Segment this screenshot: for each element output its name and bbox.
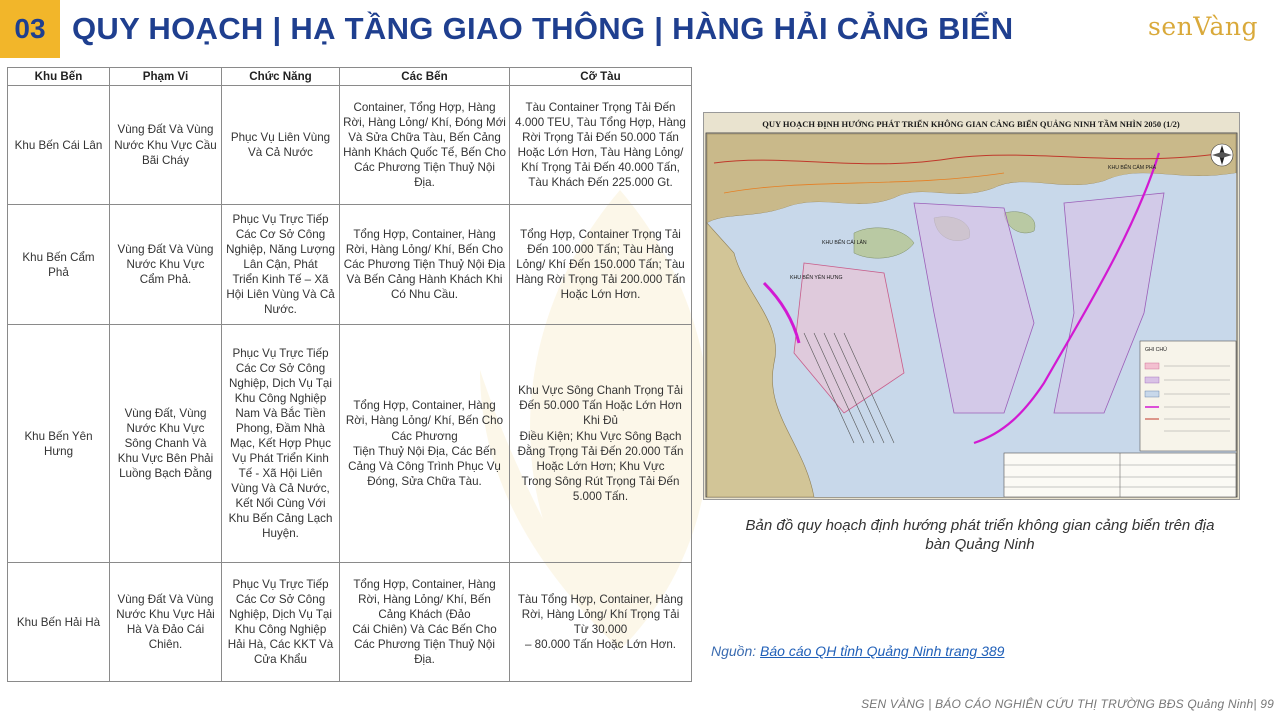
source-line — [711, 643, 1004, 659]
column-header-co-tau: Cỡ Tàu — [510, 68, 692, 86]
cell-pham-vi: Vùng Đất Và Vùng Nước Khu Vực Hải Hà Và Đảo Cái Chiên. — [110, 563, 222, 682]
map-label-yen-hung: KHU BẾN YÊN HƯNG — [790, 275, 843, 281]
cell-chuc-nang: Phục Vụ Trực Tiếp Các Cơ Sở Công Nghiệp, Dịch Vụ Tại Khu Công Nghiệp Hải Hà, Các KKT Và Cửa Khẩu — [222, 563, 340, 682]
map-title-block — [1004, 453, 1236, 497]
table-row — [8, 86, 692, 205]
cell-pham-vi: Vùng Đất Và Vùng Nước Khu Vực Cầu Bãi Cháy — [110, 86, 222, 205]
cell-pham-vi: Vùng Đất, Vùng Nước Khu Vực Sông Chanh Và Khu Vực Bên Phải Luồng Bạch Đằng — [110, 325, 222, 563]
port-planning-table — [7, 67, 691, 680]
cell-khu-ben: Khu Bến Cẩm Phả — [8, 205, 110, 325]
cell-khu-ben: Khu Bến Cái Lân — [8, 86, 110, 205]
page-title: QUY HOẠCH | HẠ TẦNG GIAO THÔNG | HÀNG HẢI CẢNG BIỂN — [72, 11, 1014, 46]
cell-co-tau: Khu Vực Sông Chanh Trọng Tải Đến 50.000 Tấn Hoặc Lớn Hơn Khi Đủ Điều Kiện; Khu Vực Sông Bạch Đằng Trọng Tải Đến 20.000 Tấn Hoặc Lớn Hơn; Khu Vực Trong Sông Rút Trọng Tải Đến 5.000 Tấn. — [510, 325, 692, 563]
compass-icon — [1211, 144, 1233, 166]
table-header-row — [8, 68, 692, 86]
cell-chuc-nang: Phục Vụ Trực Tiếp Các Cơ Sở Công Nghiệp, Năng Lượng Lân Cận, Phát Triển Kinh Tế – Xã Hội Liên Vùng Và Cả Nước. — [222, 205, 340, 325]
source-prefix: Nguồn: — [711, 643, 761, 659]
map-caption: Bản đồ quy hoạch định hướng phát triển không gian cảng biển trên địa bàn Quảng Ninh — [745, 517, 1215, 554]
brand-logo — [1148, 6, 1274, 46]
cell-chuc-nang: Phục Vụ Trực Tiếp Các Cơ Sở Công Nghiệp, Dịch Vụ Tại Khu Công Nghiệp Nam Và Bắc Tiền Phong, Đầm Nhà Mạc, Kết Hợp Phục Vụ Phát Triển Kinh Tế - Xã Hội Liên Vùng Và Cả Nước, Kết Nối Cùng Với Khu Bến Cảng Lạch Huyện. — [222, 325, 340, 563]
cell-khu-ben: Khu Bến Yên Hưng — [8, 325, 110, 563]
map-label-cai-lan: KHU BẾN CÁI LÂN — [822, 240, 867, 246]
cell-co-tau: Tổng Hợp, Container Trọng Tải Đến 100.000 Tấn; Tàu Hàng Lỏng/ Khí Đến 150.000 Tấn; Tàu Hàng Rời Trọng Tải 200.000 Tấn Hoặc Lớn Hơn. — [510, 205, 692, 325]
cell-cac-ben: Tổng Hợp, Container, Hàng Rời, Hàng Lỏng/ Khí, Bến Cho Các Phương Tiện Thuỷ Nội Địa Và Bến Cảng Hành Khách Khi Có Nhu Cầu. — [340, 205, 510, 325]
map-legend — [1140, 341, 1236, 451]
cell-co-tau: Tàu Container Trọng Tải Đến 4.000 TEU, Tàu Tổng Hợp, Hàng Rời Trọng Tải Đến 50.000 Tấn Hoặc Lớn Hơn, Tàu Hàng Lỏng/ Khí Trọng Tải Đến 40.000 Tấn, Tàu Khách Đến 225.000 Gt. — [510, 86, 692, 205]
map-title: QUY HOẠCH ĐỊNH HƯỚNG PHÁT TRIỂN KHÔNG GIAN CẢNG BIỂN QUẢNG NINH TẦM NHÌN 2050 (1/2) — [762, 119, 1180, 129]
cell-khu-ben: Khu Bến Hải Hà — [8, 563, 110, 682]
cell-cac-ben: Tổng Hợp, Container, Hàng Rời, Hàng Lỏng/ Khí, Bến Cảng Khách (Đảo Cái Chiên) Và Các Bến Cho Các Phương Tiện Thuỷ Nội Địa. — [340, 563, 510, 682]
column-header-cac-ben: Các Bến — [340, 68, 510, 86]
cell-co-tau: Tàu Tổng Hợp, Container, Hàng Rời, Hàng Lỏng/ Khí Trọng Tải Từ 30.000 – 80.000 Tấn Hoặc Lớn Hơn. — [510, 563, 692, 682]
table-row — [8, 205, 692, 325]
cell-cac-ben: Tổng Hợp, Container, Hàng Rời, Hàng Lỏng/ Khí, Bến Cho Các Phương Tiện Thuỷ Nội Địa, Các Bến Cảng Và Công Trình Phục Vụ Đóng, Sửa Chữa Tàu. — [340, 325, 510, 563]
source-link[interactable]: Báo cáo QH tỉnh Quảng Ninh trang 389 — [760, 643, 1005, 659]
cell-pham-vi: Vùng Đất Và Vùng Nước Khu Vực Cẩm Phả. — [110, 205, 222, 325]
column-header-pham-vi: Phạm Vi — [110, 68, 222, 86]
table-row — [8, 325, 692, 563]
cell-cac-ben: Container, Tổng Hợp, Hàng Rời, Hàng Lỏng/ Khí, Đóng Mới Và Sửa Chữa Tàu, Bến Cảng Hành Khách Quốc Tế, Bến Cho Các Phương Tiện Thuỷ Nội Địa. — [340, 86, 510, 205]
table-row — [8, 563, 692, 682]
legend-title: GHI CHÚ — [1145, 347, 1167, 353]
port-planning-map — [703, 112, 1240, 500]
logo-wordmark: senVàng — [1148, 11, 1258, 41]
page-footer: SEN VÀNG | BÁO CÁO NGHIÊN CỨU THỊ TRƯỜNG BĐS Quảng Ninh| 99 — [861, 697, 1274, 711]
section-number: 03 — [0, 0, 60, 58]
map-label-cam-pha: KHU BẾN CẨM PHẢ — [1108, 165, 1157, 171]
cell-chuc-nang: Phục Vụ Liên Vùng Và Cả Nước — [222, 86, 340, 205]
column-header-chuc-nang: Chức Năng — [222, 68, 340, 86]
column-header-khu-ben: Khu Bến — [8, 68, 110, 86]
map-graphic — [704, 113, 1239, 499]
